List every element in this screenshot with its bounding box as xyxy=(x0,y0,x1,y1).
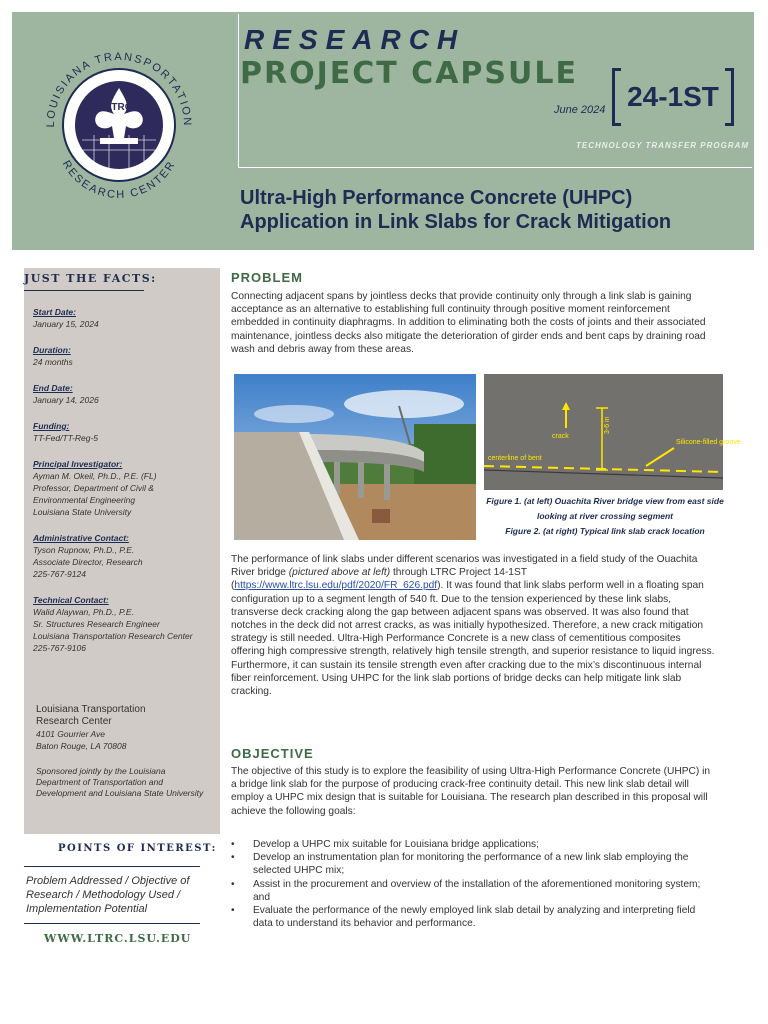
figure-1-caption: Figure 1. (at left) Ouachita River bridge view from east side looking at river crossing segment xyxy=(486,496,724,521)
header-research-label: RESEARCH xyxy=(244,24,466,55)
problem-p2-italic: (pictured above at left) xyxy=(288,567,391,579)
problem-heading: PROBLEM xyxy=(231,270,303,285)
poi-divider-bottom xyxy=(24,923,200,924)
report-link[interactable]: https://www.ltrc.lsu.edu/pdf/2020/FR_626.pdf xyxy=(234,580,438,592)
problem-p2-part-c: ). It was found that link slabs perform well in a floating span configuration up to a segment length of 540 ft. Due to the tension experienced by these link slabs, transverse deck cracking along the gap between adjacent spans was observed. It was also found that notches in the deck did not arrest cracks, as was initially hypothesized. Therefore, a new crack mitigation strategy is still needed. Ultra-High Performance Concrete is a new class of cementitious composites offering high compressive strength, relatively high tensile strength, and superior resistance to liquid ingress. Furthermore, it can sustain its tensile strength even after cracking due to the mix’s discontinuous internal fiber reinforcement. Using UHPC for the link slab portions of bridge decks can help mitigate link slab cracking. xyxy=(231,580,715,698)
tech-line-2: Sr. Structures Research Engineer xyxy=(33,619,160,629)
fig-centerline-label: centerline of bent xyxy=(488,455,542,462)
facts-divider xyxy=(24,290,144,291)
goal-item: • Develop an instrumentation plan for monitoring the performance of a new link slab employing the selected UHPC mix; xyxy=(231,851,711,877)
goals-list xyxy=(231,838,711,930)
start-date-value: January 15, 2024 xyxy=(33,319,99,329)
admin-line-3: 225-767-9124 xyxy=(33,569,86,579)
header-project-capsule-label: PROJECT CAPSULE xyxy=(240,56,578,91)
goal-item: • Develop a UHPC mix suitable for Louisiana bridge applications; xyxy=(231,838,711,851)
problem-p2-part-b: through LTRC Project 14-1ST ( xyxy=(231,567,527,592)
funding-label: Funding: xyxy=(33,421,70,431)
project-code: 24-1ST xyxy=(612,68,734,126)
start-date-block xyxy=(33,306,215,330)
website-link[interactable]: WWW.LTRC.LSU.EDU xyxy=(44,932,192,945)
ltrc-address xyxy=(36,704,212,752)
admin-contact-block xyxy=(33,532,215,580)
end-date-value: January 14, 2026 xyxy=(33,395,99,405)
technical-contact-block xyxy=(33,594,215,654)
publication-date: June 2024 xyxy=(554,104,606,116)
funding-value: TT-Fed/TT-Reg-5 xyxy=(33,433,99,443)
fig-crack-label: crack xyxy=(552,433,569,440)
end-date-block xyxy=(33,382,215,406)
funding-block xyxy=(33,420,215,444)
address-line-1: Louisiana Transportation xyxy=(36,704,146,715)
figure-captions xyxy=(486,494,724,539)
logo-arc-top-text: LOUISIANA TRANSPORTATION xyxy=(44,50,194,128)
address-line-3: 4101 Gourrier Ave xyxy=(36,729,105,739)
duration-label: Duration: xyxy=(33,345,71,355)
admin-line-1: Tyson Rupnow, Ph.D., P.E. xyxy=(33,545,135,555)
address-line-2: Research Center xyxy=(36,716,112,727)
bridge-photo xyxy=(234,374,476,540)
objective-paragraph: The objective of this study is to explore the feasibility of using Ultra-High Performance Concrete (UHPC) in a bridge link slab for the purpose of producing crack-free continuity detail. This new link slab detail will employ a UHPC mix design that is suitable for Louisiana. The research plan described in this proposal will achieve the following goals: xyxy=(231,766,711,817)
program-label: TECHNOLOGY TRANSFER PROGRAM xyxy=(576,141,750,150)
logo-center-text: LTRC xyxy=(106,102,132,113)
goal-item: • Evaluate the performance of the newly employed link slab detail by analyzing and interpreting field data to understand its behavior and performance. xyxy=(231,904,711,930)
sponsor-note: Sponsored jointly by the Louisiana Department of Transportation and Development and Louisiana State University xyxy=(36,766,204,798)
principal-investigator-block xyxy=(33,458,215,518)
end-date-label: End Date: xyxy=(33,383,73,393)
poi-divider-top xyxy=(24,866,200,867)
crack-photo xyxy=(484,374,741,490)
just-the-facts-heading: JUST THE FACTS: xyxy=(24,272,157,285)
admin-contact-label: Administrative Contact: xyxy=(33,533,129,543)
problem-p2-part-a: The performance of link slabs under different scenarios was investigated in a field study of the Ouachita River bridge xyxy=(231,554,698,579)
page-title: Ultra-High Performance Concrete (UHPC) Application in Link Slabs for Crack Mitigation xyxy=(240,187,672,233)
ltrc-logo xyxy=(34,40,204,210)
duration-block xyxy=(33,344,215,368)
pi-line-2: Professor, Department of Civil & xyxy=(33,483,154,493)
duration-value: 24 months xyxy=(33,357,73,367)
fig-dimension-label: 3-6 in xyxy=(604,416,611,434)
pi-line-3: Environmental Engineering xyxy=(33,495,136,505)
objective-heading: OBJECTIVE xyxy=(231,746,314,761)
pi-line-1: Ayman M. Okeil, Ph.D., P.E. (FL) xyxy=(33,471,157,481)
logo-arc-bottom-text: RESEARCH CENTER xyxy=(59,158,179,202)
admin-line-2: Associate Director, Research xyxy=(33,557,143,567)
facts-list xyxy=(33,306,215,668)
pi-label: Principal Investigator: xyxy=(33,459,123,469)
address-line-4: Baton Rouge, LA 70808 xyxy=(36,741,127,751)
goal-item: • Assist in the procurement and overview of the installation of the aforementioned monitoring system; and xyxy=(231,878,711,904)
figure-2-caption: Figure 2. (at right) Typical link slab crack location xyxy=(505,526,705,536)
points-of-interest-heading: POINTS OF INTEREST: xyxy=(58,843,217,854)
problem-paragraph-1: Connecting adjacent spans by jointless decks that provide continuity only through a link slab is gaining acceptance as an alternative to establishing full continuity through positive moment reinforcement embedded in continuity diaphragms. In addition to eliminating both the costs of joints and their associated maintenance, jointless decks also mitigate the deterioration of girder ends and bent caps by draining road wash and debris away from these areas. xyxy=(231,291,706,355)
tech-contact-label: Technical Contact: xyxy=(33,595,109,605)
pi-line-4: Louisiana State University xyxy=(33,507,132,517)
fig-silicone-label: Silicone-filled groove xyxy=(676,439,741,446)
tech-line-4: 225-767-9106 xyxy=(33,643,86,653)
points-of-interest-text: Problem Addressed / Objective of Research / Methodology Used / Implementation Potential xyxy=(26,875,190,915)
problem-paragraph-2 xyxy=(231,553,715,698)
start-date-label: Start Date: xyxy=(33,307,76,317)
tech-line-3: Louisiana Transportation Research Center xyxy=(33,631,193,641)
tech-line-1: Walid Alaywan, Ph.D., P.E. xyxy=(33,607,134,617)
